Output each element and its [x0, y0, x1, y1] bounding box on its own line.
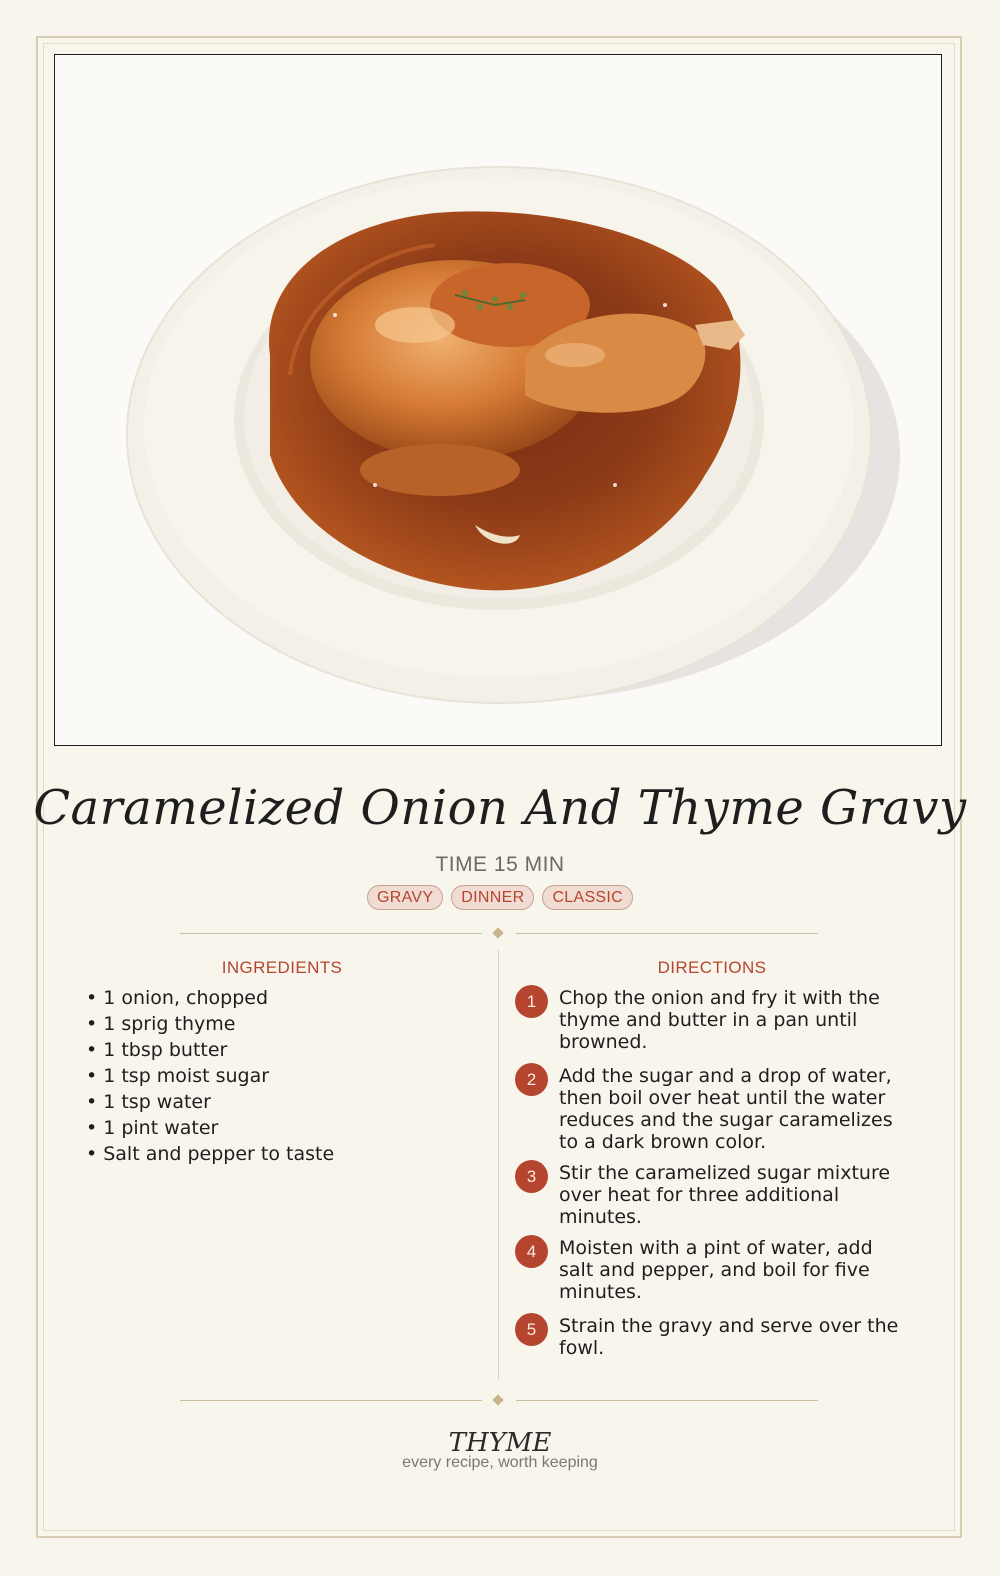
cook-time: TIME 15 MIN: [435, 853, 565, 876]
step-text: Chop the onion and fry it with the thyme and butter in a pan until browned.: [559, 987, 880, 1053]
ingredient-item: • 1 tsp moist sugar: [86, 1065, 270, 1087]
step-text: Moisten with a pint of water, add salt and pepper, and boil for five minutes.: [559, 1237, 873, 1303]
tag-dinner[interactable]: DINNER: [451, 885, 534, 910]
tag-classic[interactable]: CLASSIC: [542, 885, 633, 910]
diamond-ornament-icon: [492, 1394, 503, 1405]
ingredient-item: • 1 sprig thyme: [86, 1013, 236, 1035]
step-number-badge: 1: [515, 985, 548, 1018]
divider-bottom: [180, 1395, 818, 1407]
step-text: Add the sugar and a drop of water, then boil over heat until the water reduces and the sugar caramelizes to a dark brown color.: [559, 1065, 893, 1153]
column-separator: [498, 950, 499, 1380]
recipe-photo: [54, 54, 942, 746]
ingredient-item: • 1 onion, chopped: [86, 987, 269, 1009]
roast-fowl-illustration: [55, 55, 942, 746]
divider-top: [180, 928, 818, 940]
ingredient-item: • Salt and pepper to taste: [86, 1143, 335, 1165]
step-number-badge: 4: [515, 1235, 548, 1268]
brand-name: THYME: [448, 1428, 552, 1458]
tag-gravy[interactable]: GRAVY: [367, 885, 443, 910]
step-number-badge: 2: [515, 1063, 548, 1096]
ingredient-list: [86, 985, 486, 1167]
recipe-title: Caramelized Onion And Thyme Gravy: [33, 780, 967, 836]
ingredient-item: • 1 tsp water: [86, 1091, 211, 1113]
step-number-badge: 3: [515, 1160, 548, 1193]
step-text: Stir the caramelized sugar mixture over heat for three additional minutes.: [559, 1162, 891, 1228]
diamond-ornament-icon: [492, 927, 503, 938]
ingredients-heading: INGREDIENTS: [221, 958, 343, 977]
step-number-badge: 5: [515, 1313, 548, 1346]
brand-tagline: every recipe, worth keeping: [402, 1454, 598, 1471]
directions-heading: DIRECTIONS: [657, 958, 767, 977]
tag-list: [0, 885, 1000, 910]
ingredient-item: • 1 tbsp butter: [86, 1039, 228, 1061]
ingredient-item: • 1 pint water: [86, 1117, 219, 1139]
step-text: Strain the gravy and serve over the fowl.: [559, 1315, 899, 1359]
